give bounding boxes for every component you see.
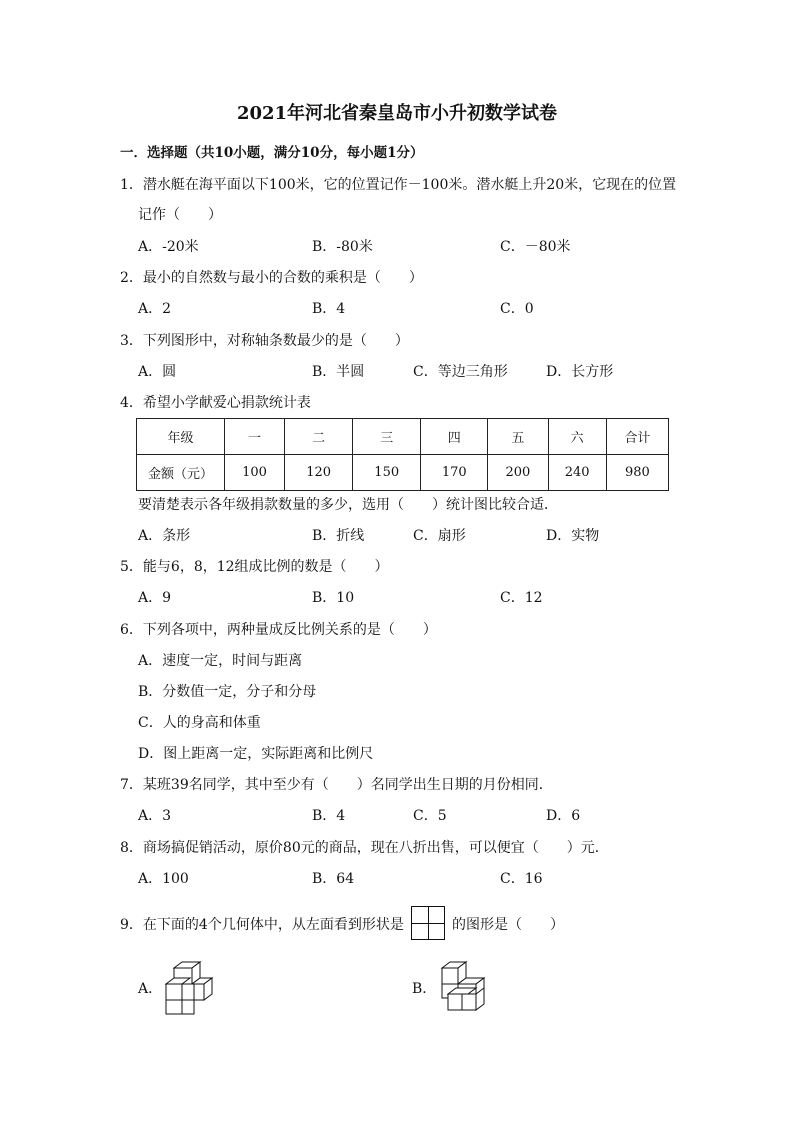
question-6-option-c: C．人的身高和体重 (138, 715, 261, 731)
table-row (137, 455, 669, 491)
page-title: 2021年河北省秦皇岛市小升初数学试卷 (236, 103, 558, 124)
question-4-stem-cont: 要清楚表示各年级捐款数量的多少，选用（ ）统计图比较合适． (138, 497, 558, 513)
question-6-option-d: D．图上距离一定，实际距离和比例尺 (138, 746, 374, 762)
question-1-option-a: A．-20米 (138, 239, 199, 255)
table-cell: 980 (606, 455, 668, 491)
question-3-option-c: C．等边三角形 (413, 364, 508, 380)
table-cell: 五 (488, 419, 548, 455)
table-cell: 合计 (606, 419, 668, 455)
question-7-option-b: B．4 (312, 808, 346, 824)
question-2-stem: 2．最小的自然数与最小的合数的乘积是（ ） (120, 270, 423, 286)
question-9-option-b: B． (412, 981, 437, 997)
question-1-stem: 1．潜水艇在海平面以下100米，它的位置记作－100米。潜水艇上升20米，它现在的位置 (120, 177, 677, 193)
section-heading: 一．选择题（共10小题，满分10分，每小题1分） (120, 145, 424, 161)
question-6-option-a: A．速度一定，时间与距离 (138, 653, 303, 669)
table-cell: 三 (353, 419, 421, 455)
table-header-row (137, 419, 669, 455)
question-3-option-a: A．圆 (138, 364, 177, 380)
donation-table (136, 418, 669, 491)
question-7-option-d: D．6 (546, 808, 581, 824)
question-6-option-b: B．分数值一定，分子和分母 (138, 684, 317, 700)
question-3-stem: 3．下列图形中，对称轴条数最少的是（ ） (120, 333, 409, 349)
question-5-option-a: A．9 (138, 590, 172, 606)
question-1-option-b: B．-80米 (312, 239, 373, 255)
table-cell: 170 (421, 455, 488, 491)
question-2-option-a: A．2 (138, 301, 172, 317)
question-2-option-c: C．0 (500, 301, 534, 317)
question-3-option-b: B．半圆 (312, 364, 365, 380)
question-2-option-b: B．4 (312, 301, 346, 317)
question-5-option-b: B．10 (312, 590, 355, 606)
question-8-option-c: C．16 (500, 871, 543, 887)
question-7-stem: 7．某班39名同学，其中至少有（ ）名同学出生日期的月份相同． (120, 777, 553, 793)
question-4-option-a: A．条形 (138, 528, 191, 544)
question-4-option-c: C．扇形 (413, 528, 466, 544)
question-8-option-a: A．100 (138, 871, 189, 887)
question-9-option-a: A． (138, 981, 163, 997)
table-cell: 金额（元） (137, 455, 225, 491)
question-9-stem-cont: 的图形是（ ） (452, 917, 564, 933)
question-4-stem: 4．希望小学献爱心捐款统计表 (120, 395, 311, 411)
cube-stack-b-icon (434, 958, 490, 1018)
question-6-stem: 6．下列各项中，两种量成反比例关系的是（ ） (120, 622, 437, 638)
table-cell: 200 (488, 455, 548, 491)
question-4-option-b: B．折线 (312, 528, 365, 544)
question-9-stem: 9．在下面的4个几何体中，从左面看到形状是 (120, 917, 404, 933)
left-view-grid-icon (411, 906, 445, 940)
cube-stack-a-icon (160, 958, 216, 1018)
table-cell: 二 (285, 419, 353, 455)
question-4-option-d: D．实物 (546, 528, 600, 544)
table-cell: 一 (224, 419, 284, 455)
question-8-option-b: B．64 (312, 871, 355, 887)
table-cell: 120 (285, 455, 353, 491)
question-5-option-c: C．12 (500, 590, 543, 606)
table-cell: 240 (548, 455, 606, 491)
question-5-stem: 5．能与6，8，12组成比例的数是（ ） (120, 559, 389, 575)
table-cell: 四 (421, 419, 488, 455)
question-1-stem-cont: 记作（ ） (138, 207, 222, 223)
question-1-option-c: C．－80米 (500, 239, 571, 255)
table-cell: 年级 (137, 419, 225, 455)
question-3-option-d: D．长方形 (546, 364, 614, 380)
question-7-option-c: C．5 (413, 808, 447, 824)
table-cell: 100 (224, 455, 284, 491)
question-7-option-a: A．3 (138, 808, 172, 824)
table-cell: 150 (353, 455, 421, 491)
question-8-stem: 8．商场搞促销活动，原价80元的商品，现在八折出售，可以便宜（ ）元． (120, 840, 609, 856)
table-cell: 六 (548, 419, 606, 455)
